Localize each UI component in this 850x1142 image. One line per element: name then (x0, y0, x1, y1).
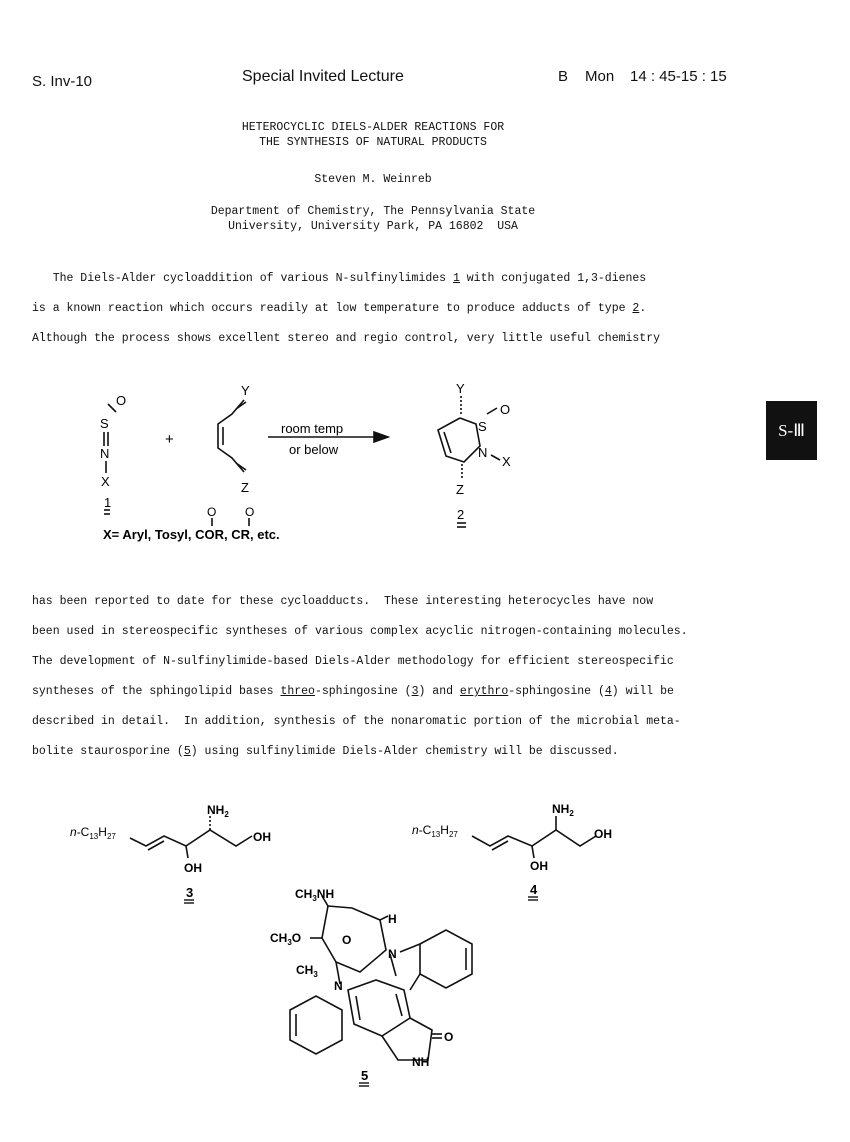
s4-nh2: $NH_2$ (552, 802, 574, 818)
intro-line: The Diels-Alder cycloaddition of various N-sulfinylimides 1 with conjugated 1,3-dienes (32, 272, 647, 285)
s5-N2: N (334, 979, 343, 993)
reagent1-O: O (116, 393, 127, 408)
product-X: X (502, 454, 511, 469)
s5-N1: N (388, 947, 397, 961)
s3-nh2: $NH_2$ (207, 803, 229, 819)
reagent1-X: X (101, 474, 110, 489)
product-O: O (500, 402, 511, 417)
section-title: Special Invited Lecture (242, 68, 404, 85)
arrow-condition-bottom: or below (289, 442, 339, 457)
s5-label: 5 (361, 1068, 369, 1083)
compound-ref: 4 (604, 685, 612, 698)
s5-methoxy: $CH_3O$ (270, 931, 302, 947)
paper-title-line2: THE SYNTHESIS OF NATURAL PRODUCTS (259, 136, 487, 149)
compound-ref: 2 (632, 302, 640, 315)
plus-sign: + (165, 431, 174, 448)
product-Y: Y (456, 381, 465, 396)
compound-ref: 3 (411, 685, 419, 698)
reagent1-S: S (100, 416, 109, 431)
s5-methylamino: $CH_3NH$ (295, 887, 335, 903)
s5-H: H (388, 912, 397, 926)
body-line: has been reported to date for these cycloadducts. These interesting heterocycles have now (32, 595, 654, 608)
section-tab: S-Ⅲ (766, 401, 817, 460)
s4-chain: $n-C_{13}H_{27}$ (412, 823, 458, 839)
natural-product-structures (0, 795, 760, 1095)
day-label: Mon (585, 68, 615, 85)
body-line: been used in stereospecific syntheses of various complex acyclic nitrogen-containing molecules. (32, 625, 688, 638)
intro-line: is a known reaction which occurs readily at low temperature to produce adducts of type 2. (32, 302, 647, 315)
s5-NH: NH (412, 1055, 430, 1069)
x-definition-O2: O (245, 505, 255, 519)
body-line: syntheses of the sphingolipid bases threo-sphingosine (3) and erythro-sphingosine (4) will be (32, 685, 674, 698)
diene-Y: Y (241, 383, 250, 398)
s3-chain: $n-C_{13}H_{27}$ (70, 825, 116, 841)
reagent1-label: 1 (104, 495, 112, 510)
s5-ring-O: O (342, 933, 352, 947)
product-label: 2 (457, 507, 465, 522)
affiliation-line1: Department of Chemistry, The Pennsylvania State (210, 205, 536, 218)
s3-label: 3 (186, 885, 194, 900)
s3-oh-secondary: OH (184, 861, 202, 875)
reagent1-N: N (100, 446, 110, 461)
s4-oh-secondary: OH (530, 859, 548, 873)
product-Z: Z (456, 482, 464, 497)
s5-methyl: $CH_3$ (296, 963, 318, 979)
compound-ref: 5 (183, 745, 191, 758)
diene-Z: Z (241, 480, 249, 495)
abstract-code: S. Inv-10 (32, 73, 93, 90)
affiliation-line2: University, University Park, PA 16802 USA (228, 220, 518, 233)
s5-carbonyl-O: O (444, 1030, 454, 1044)
x-definition: X= Aryl, Tosyl, COR, CR, etc. (103, 527, 280, 542)
intro-paragraph (32, 272, 752, 362)
product-S: S (478, 419, 487, 434)
s3-oh-primary: OH (253, 830, 271, 844)
time-label: 14 : 45-15 : 15 (630, 68, 727, 85)
body-line: bolite staurosporine (5) using sulfinylimide Diels-Alder chemistry will be discussed. (32, 745, 619, 758)
author-name: Steven M. Weinreb (314, 173, 432, 186)
x-definition-O1: O (207, 505, 217, 519)
intro-line: Although the process shows excellent stereo and regio control, very little useful chemistry (32, 332, 661, 345)
room-label: B (558, 68, 569, 85)
body-line: described in detail. In addition, synthesis of the nonaromatic portion of the microbial meta- (32, 715, 681, 728)
body-paragraph (32, 595, 752, 775)
product-N: N (478, 445, 488, 460)
compound-ref: 1 (452, 272, 460, 285)
diels-alder-scheme (0, 370, 760, 550)
s4-oh-primary: OH (594, 827, 612, 841)
paper-title-line1: HETEROCYCLIC DIELS-ALDER REACTIONS FOR (241, 121, 505, 134)
body-line: The development of N-sulfinylimide-based Diels-Alder methodology for efficient stereospecific (32, 655, 674, 668)
arrow-condition-top: room temp (281, 421, 344, 436)
s4-label: 4 (530, 882, 538, 897)
